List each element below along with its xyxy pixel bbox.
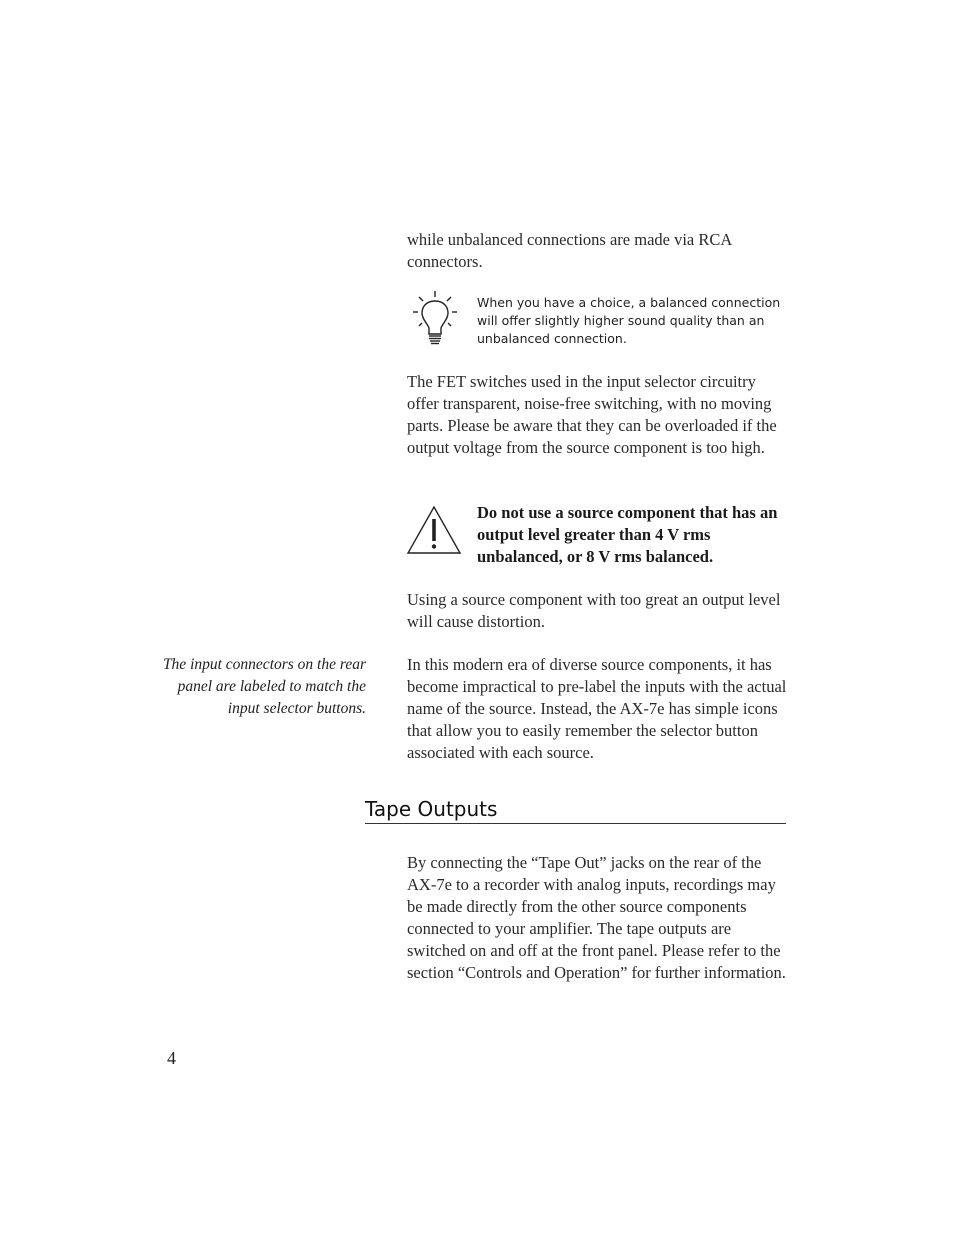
- paragraph-rca-connectors: while unbalanced connections are made via RCA connectors.: [407, 230, 732, 271]
- tip-text: When you have a choice, a balanced connection will offer slightly higher sound quality than an unbalanced connection.: [477, 295, 781, 346]
- warning-triangle-icon: [406, 505, 462, 555]
- paragraph-distortion: Using a source component with too great an output level will cause distortion.: [407, 590, 781, 631]
- page-number: 4: [167, 1048, 176, 1068]
- section-heading-tape-outputs: Tape Outputs: [365, 795, 786, 824]
- paragraph-tape-out: By connecting the “Tape Out” jacks on the rear of the AX-7e to a recorder with analog inputs, recordings may be made directly from the other source components connected to your amplifier. The tape outputs are switched on and off at the front panel. Please refer to the section “Controls and Operation” for further information.: [407, 853, 786, 982]
- margin-note: The input connectors on the rear panel are labeled to match the input selector buttons.: [162, 656, 366, 717]
- paragraph-source-icons: In this modern era of diverse source components, it has become impractical to pre-label the inputs with the actual name of the source. Instead, the AX-7e has simple icons that allow you to easily remember the selector button associated with each source.: [407, 655, 787, 762]
- paragraph-fet-switches: The FET switches used in the input selector circuitry offer transparent, noise-free switching, with no moving parts. Please be aware that they can be overloaded if the output voltage from the source component is too high.: [407, 372, 777, 457]
- warning-text: Do not use a source component that has an output level greater than 4 V rms unbalanced, or 8 V rms balanced.: [477, 503, 778, 566]
- lightbulb-icon: [410, 290, 460, 348]
